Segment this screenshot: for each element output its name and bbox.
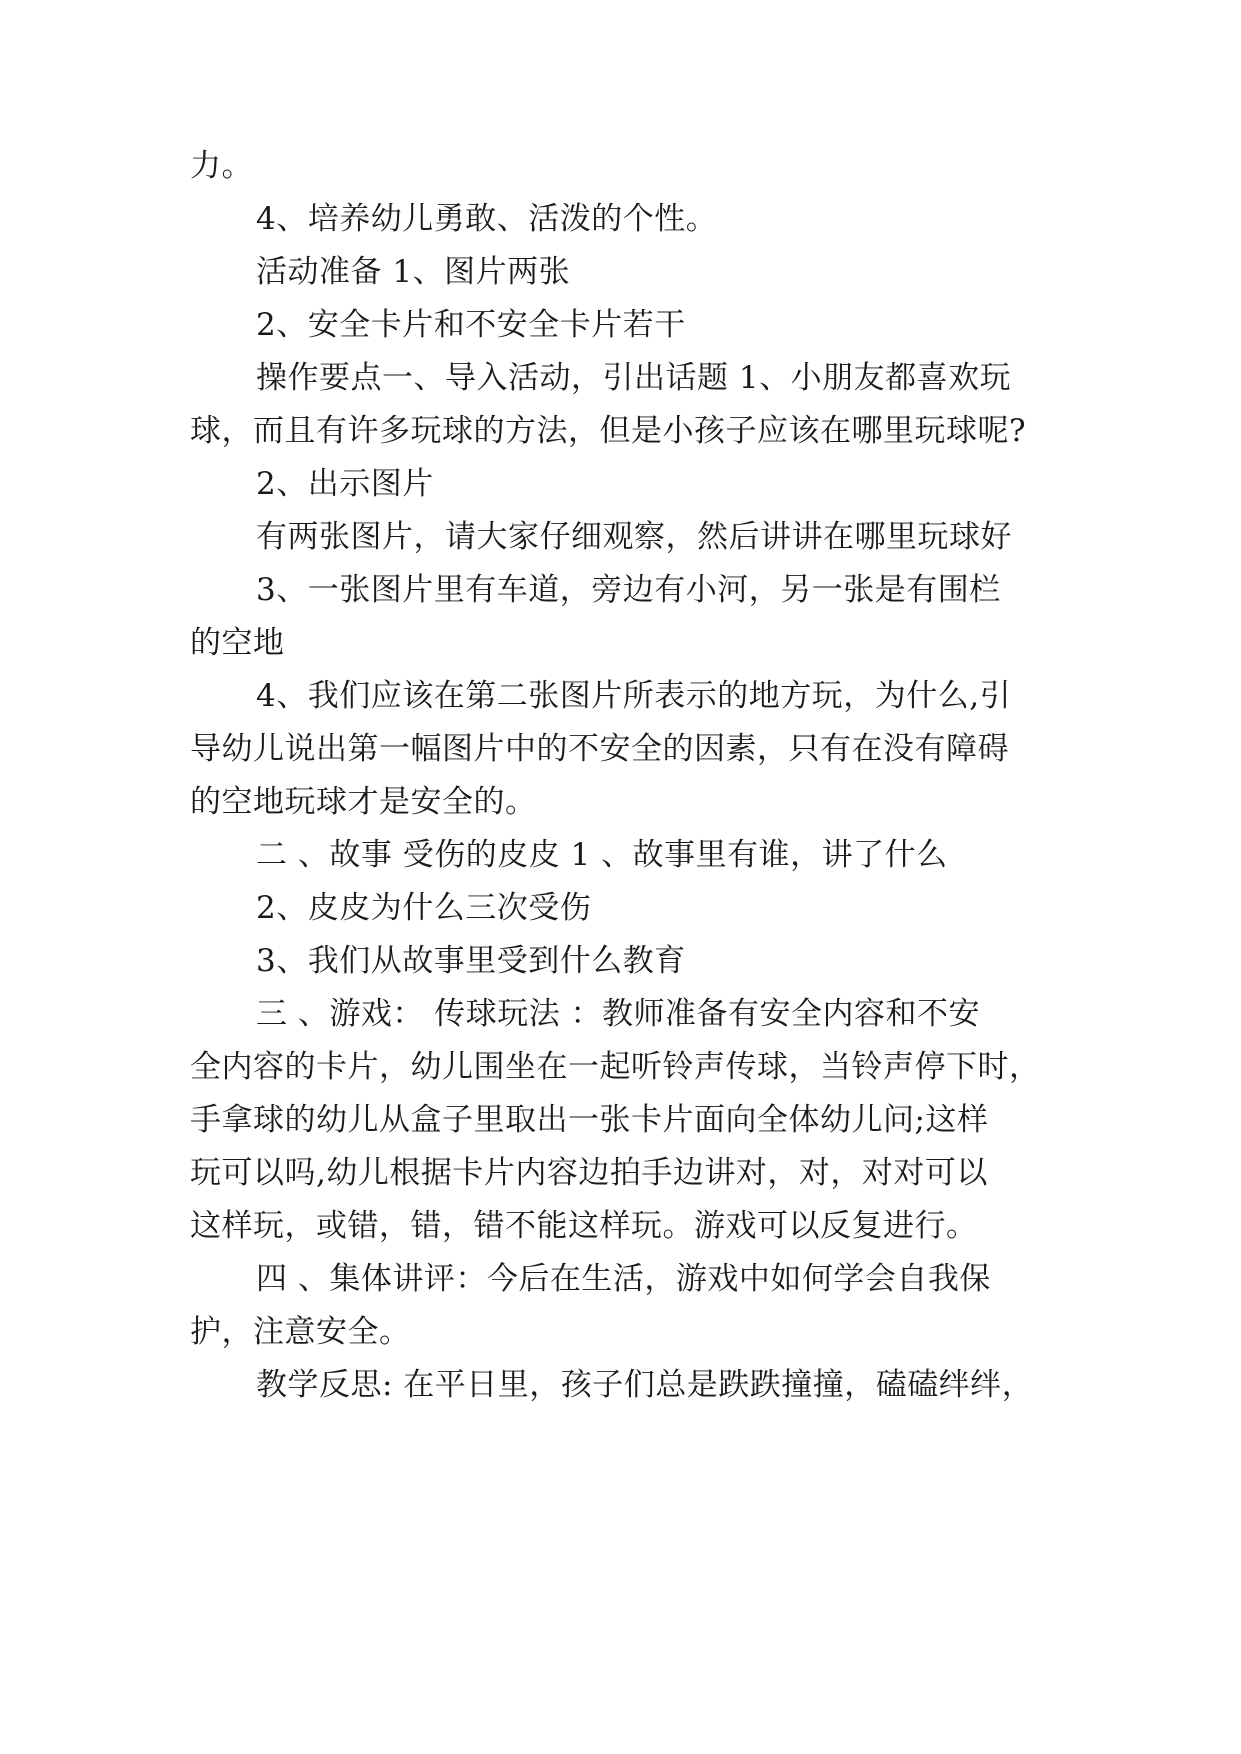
line-text: 护，注意安全。 xyxy=(190,1314,411,1350)
line-text: 三 、游戏： 传球玩法 ：教师准备有安全内容和不安 xyxy=(256,996,981,1032)
line-text: 操作要点一、导入活动，引出话题 1、小朋友都喜欢玩 xyxy=(256,360,1012,396)
line-text: 的空地玩球才是安全的。 xyxy=(190,784,537,820)
text-line xyxy=(0,880,1241,936)
text-line xyxy=(0,721,1241,777)
line-text: 有两张图片，请大家仔细观察，然后讲讲在哪里玩球好 xyxy=(256,519,1012,555)
text-line xyxy=(0,1092,1241,1148)
line-text: 玩可以吗,幼儿根据卡片内容边拍手边讲对，对，对对可以 xyxy=(190,1155,988,1191)
text-line xyxy=(0,562,1241,618)
line-text: 4、我们应该在第二张图片所表示的地方玩，为什么,引 xyxy=(256,678,1012,714)
line-text: 3、一张图片里有车道，旁边有小河，另一张是有围栏 xyxy=(256,572,1001,608)
line-text: 球，而且有许多玩球的方法，但是小孩子应该在哪里玩球呢? xyxy=(190,413,1027,449)
line-text: 活动准备 1、图片两张 xyxy=(256,254,571,290)
line-text: 的空地 xyxy=(190,625,285,661)
line-text: 2、安全卡片和不安全卡片若干 xyxy=(256,307,686,343)
text-line xyxy=(0,1304,1241,1360)
text-line xyxy=(0,774,1241,830)
text-line xyxy=(0,509,1241,565)
text-line xyxy=(0,1145,1241,1201)
text-line xyxy=(0,1251,1241,1307)
text-line xyxy=(0,350,1241,406)
line-text: 2、皮皮为什么三次受伤 xyxy=(256,890,592,926)
line-text: 3、我们从故事里受到什么教育 xyxy=(256,943,686,979)
text-line xyxy=(0,244,1241,300)
line-text: 手拿球的幼儿从盒子里取出一张卡片面向全体幼儿问;这样 xyxy=(190,1102,989,1138)
text-line xyxy=(0,668,1241,724)
line-text: 二 、故事 受伤的皮皮 1 、故事里有谁，讲了什么 xyxy=(256,837,948,873)
text-line xyxy=(0,297,1241,353)
line-text: 4、培养幼儿勇敢、活泼的个性。 xyxy=(256,201,718,237)
line-text: 力。 xyxy=(190,148,253,184)
text-line xyxy=(0,1198,1241,1254)
text-line xyxy=(0,456,1241,512)
text-line xyxy=(0,138,1241,194)
text-line xyxy=(0,403,1241,459)
text-line xyxy=(0,986,1241,1042)
line-text: 全内容的卡片，幼儿围坐在一起听铃声传球，当铃声停下时， xyxy=(190,1049,1041,1085)
text-line xyxy=(0,615,1241,671)
text-line xyxy=(0,1357,1241,1413)
text-line xyxy=(0,191,1241,247)
line-text: 教学反思: 在平日里，孩子们总是跌跌撞撞，磕磕绊绊， xyxy=(256,1367,1034,1403)
line-text: 2、出示图片 xyxy=(256,466,434,502)
text-line xyxy=(0,933,1241,989)
line-text: 这样玩，或错，错，错不能这样玩。游戏可以反复进行。 xyxy=(190,1208,978,1244)
line-text: 导幼儿说出第一幅图片中的不安全的因素，只有在没有障碍 xyxy=(190,731,1009,767)
text-line xyxy=(0,827,1241,883)
line-text: 四 、集体讲评：今后在生活，游戏中如何学会自我保 xyxy=(256,1261,991,1297)
text-line xyxy=(0,1039,1241,1095)
